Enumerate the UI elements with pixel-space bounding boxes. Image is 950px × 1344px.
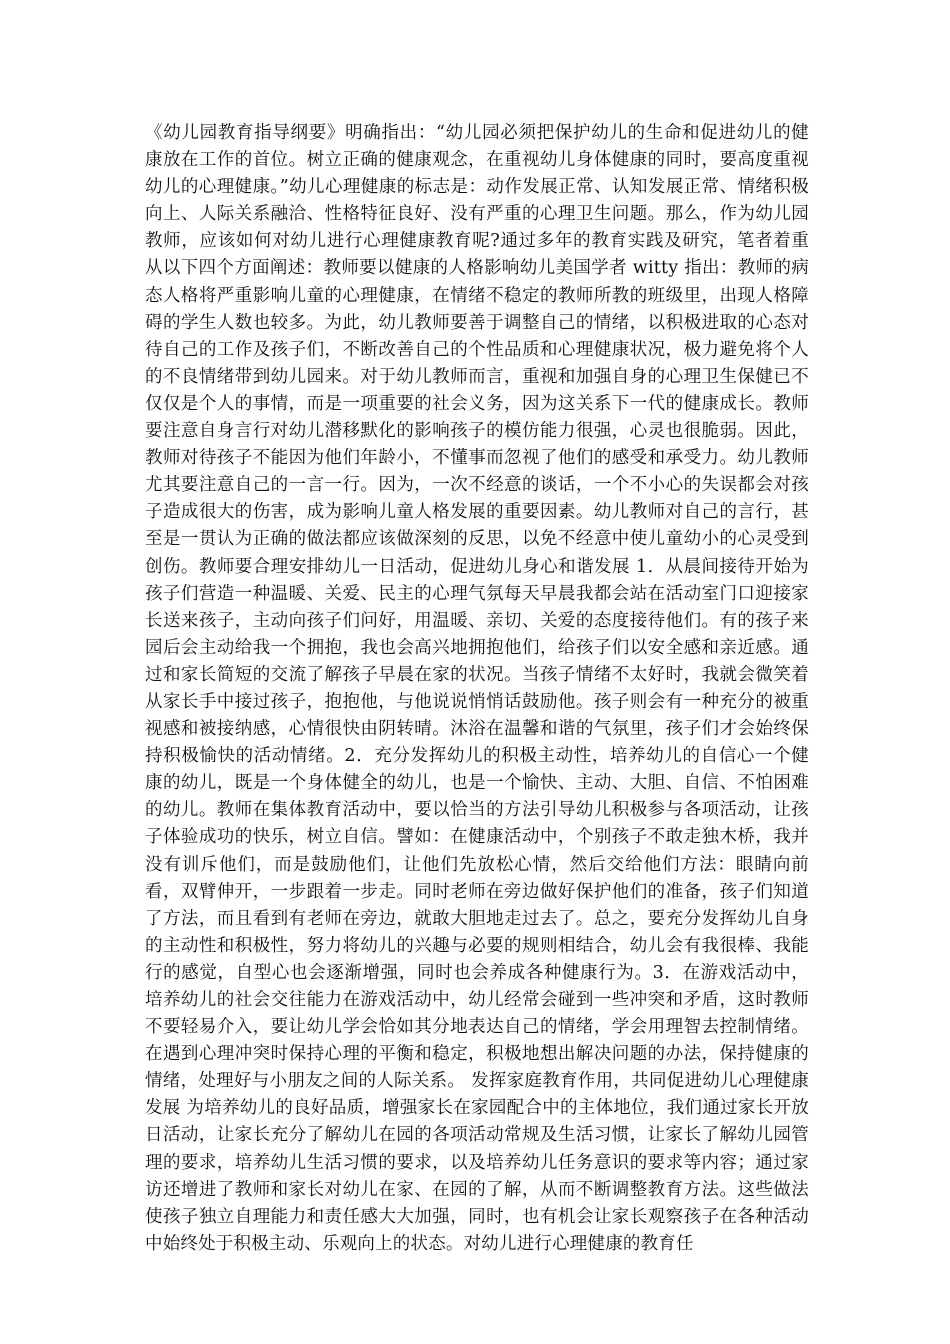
body-paragraph: 《幼儿园教育指导纲要》明确指出：“幼儿园必须把保护幼儿的生命和促进幼儿的健康放在工作的首位。树立正确的健康观念，在重视幼儿身体健康的同时，要高度重视幼儿的心理健康。”幼儿心理健康的标志是：动作发展正常、认知发展正常、情绪积极向上、人际关系融洽、性格特征良好、没有严重的心理卫生问题。那么，作为幼儿园教师，应该如何对幼儿进行心理健康教育呢?通过多年的教育实践及研究，笔者着重从以下四个方面阐述：教师要以健康的人格影响幼儿美国学者 witty 指出：教师的病态人格将严重影响儿童的心理健康，在情绪不稳定的教师所教的班级里，出现人格障碍的学生人数也较多。为此，幼儿教师要善于调整自己的情绪，以积极进取的心态对待自己的工作及孩子们，不断改善自己的个性品质和心理健康状况，极力避免将个人的不良情绪带到幼儿园来。对于幼儿教师而言，重视和加强自身的心理卫生保健已不仅仅是个人的事情，而是一项重要的社会义务，因为这关系下一代的健康成长。教师要注意自身言行对幼儿潜移默化的影响孩子的模仿能力很强，心灵也很脆弱。因此，教师对待孩子不能因为他们年龄小，不懂事而忽视了他们的感受和承受力。幼儿教师尤其要注意自己的一言一行。因为，一次不经意的谈话，一个不小心的失误都会对孩子造成很大的伤害，成为影响儿童人格发展的重要因素。幼儿教师对自己的言行，甚至是一贯认为正确的做法都应该做深刻的反思，以免不经意中使儿童幼小的心灵受到创伤。教师要合理安排幼儿一日活动，促进幼儿身心和谐发展 1．从晨间接待开始为孩子们营造一种温暖、关爱、民主的心理气氛每天早晨我都会站在活动室门口迎接家长送来孩子，主动向孩子们问好，用温暖、亲切、关爱的态度接待他们。有的孩子来园后会主动给我一个拥抱，我也会高兴地拥抱他们，给孩子们以安全感和亲近感。通过和家长简短的交流了解孩子早晨在家的状况。当孩子情绪不太好时，我就会微笑着从家长手中接过孩子，抱抱他，与他说说悄悄话鼓励他。孩子则会有一种充分的被重视感和被接纳感，心情很快由阴转晴。沐浴在温馨和谐的气氛里，孩子们才会始终保持积极愉快的活动情绪。2．充分发挥幼儿的积极主动性，培养幼儿的自信心一个健康的幼儿，既是一个身体健全的幼儿，也是一个愉快、主动、大胆、自信、不怕困难的幼儿。教师在集体教育活动中，要以恰当的方法引导幼儿积极参与各项活动，让孩子体验成功的快乐，树立自信。譬如：在健康活动中，个别孩子不敢走独木桥，我并没有训斥他们，而是鼓励他们，让他们先放松心情，然后交给他们方法：眼睛向前看，双臂伸开，一步跟着一步走。同时老师在旁边做好保护他们的准备，孩子们知道了方法，而且看到有老师在旁边，就敢大胆地走过去了。总之，要充分发挥幼儿自身的主动性和积极性，努力将幼儿的兴趣与必要的规则相结合，幼儿会有我很棒、我能行的感觉，自型心也会逐渐增强，同时也会养成各种健康行为。3．在游戏活动中，培养幼儿的社会交往能力在游戏活动中，幼儿经常会碰到一些冲突和矛盾，这时教师不要轻易介入，要让幼儿学会恰如其分地表达自己的情绪，学会用理智去控制情绪。在遇到心理冲突时保持心理的平衡和稳定，积极地想出解决问题的办法，保持健康的情绪，处理好与小朋友之间的人际关系。 发挥家庭教育作用，共同促进幼儿心理健康发展 为培养幼儿的良好品质，增强家长在家园配合中的主体地位，我们通过家长开放日活动，让家长充分了解幼儿在园的各项活动常规及生活习惯，让家长了解幼儿园管理的要求，培养幼儿生活习惯的要求，以及培养幼儿任务意识的要求等内容；通过家访还增进了教师和家长对幼儿在家、在园的了解，从而不断调整教育方法。这些做法使孩子独立自理能力和责任感大大加强，同时，也有机会让家长观察孩子在各种活动中始终处于积极主动、乐观向上的状态。对幼儿进行心理健康的教育任 (145, 123, 809, 1254)
document-body (145, 120, 809, 1258)
